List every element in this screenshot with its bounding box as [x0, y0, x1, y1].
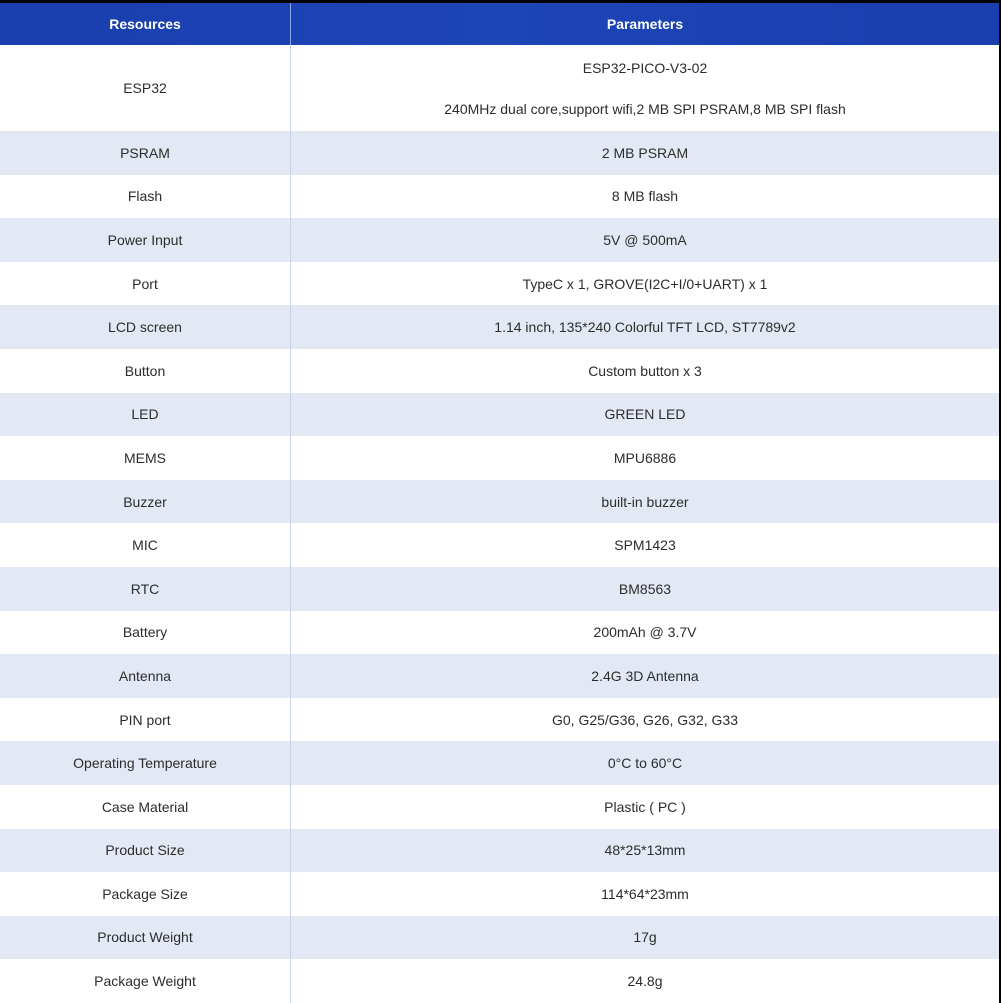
- table-row: [0, 959, 999, 1003]
- table-body: [0, 45, 999, 1003]
- resource-cell: Battery: [0, 611, 291, 655]
- resource-cell: Product Weight: [0, 916, 291, 960]
- parameter-cell: BM8563: [618, 580, 672, 597]
- table-row: [0, 436, 999, 480]
- header-resources: Resources: [0, 3, 291, 45]
- parameter-cell: TypeC x 1, GROVE(I2C+I/0+UART) x 1: [522, 275, 768, 292]
- table-row: [0, 131, 999, 175]
- resource-cell: Case Material: [0, 785, 291, 829]
- table-row: [0, 349, 999, 393]
- table-row: [0, 218, 999, 262]
- resource-cell: ESP32: [0, 45, 291, 131]
- table-row: [0, 480, 999, 524]
- table-row: [0, 393, 999, 437]
- table-header: [0, 3, 999, 45]
- table-row: [0, 785, 999, 829]
- resource-cell: Power Input: [0, 218, 291, 262]
- table-row: [0, 45, 999, 131]
- resource-cell: LCD screen: [0, 305, 291, 349]
- parameter-cell: 114*64*23mm: [601, 885, 689, 902]
- table-row: [0, 654, 999, 698]
- table-row: [0, 305, 999, 349]
- spec-table: [0, 3, 999, 997]
- parameter-cell: 17g: [633, 929, 657, 946]
- parameter-cell: MPU6886: [613, 449, 677, 466]
- parameter-cell: GREEN LED: [604, 406, 686, 423]
- parameter-cell: 200mAh @ 3.7V: [593, 624, 697, 641]
- table-row: [0, 741, 999, 785]
- resource-cell: PIN port: [0, 698, 291, 742]
- resource-cell: MIC: [0, 523, 291, 567]
- parameter-cell: 2 MB PSRAM: [601, 144, 689, 161]
- resource-cell: Package Weight: [0, 959, 291, 1003]
- resource-cell: Flash: [0, 175, 291, 219]
- parameter-cell: [291, 45, 999, 131]
- parameter-cell: Custom button x 3: [588, 362, 702, 379]
- parameter-cell: 8 MB flash: [611, 188, 679, 205]
- resource-cell: Operating Temperature: [0, 741, 291, 785]
- parameter-line: ESP32-PICO-V3-02: [582, 59, 708, 76]
- parameter-cell: 5V @ 500mA: [603, 231, 687, 248]
- table-row: [0, 523, 999, 567]
- parameter-cell: 48*25*13mm: [604, 842, 686, 859]
- table-row: [0, 916, 999, 960]
- table-row: [0, 829, 999, 873]
- parameter-line: 240MHz dual core,support wifi,2 MB SPI PSRAM,8 MB SPI flash: [444, 100, 846, 117]
- resource-cell: MEMS: [0, 436, 291, 480]
- table-row: [0, 262, 999, 306]
- resource-cell: Button: [0, 349, 291, 393]
- parameter-cell: built-in buzzer: [601, 493, 689, 510]
- table-row: [0, 611, 999, 655]
- parameter-cell: 1.14 inch, 135*240 Colorful TFT LCD, ST7789v2: [494, 319, 796, 336]
- resource-cell: Buzzer: [0, 480, 291, 524]
- resource-cell: Package Size: [0, 872, 291, 916]
- parameter-cell: 0°C to 60°C: [607, 755, 683, 772]
- parameter-cell: 24.8g: [627, 973, 663, 990]
- parameter-cell: G0, G25/G36, G26, G32, G33: [552, 711, 738, 728]
- table-row: [0, 567, 999, 611]
- parameter-cell: 2.4G 3D Antenna: [591, 667, 699, 684]
- table-row: [0, 872, 999, 916]
- resource-cell: Product Size: [0, 829, 291, 873]
- table-row: [0, 175, 999, 219]
- resource-cell: Port: [0, 262, 291, 306]
- parameter-cell: SPM1423: [614, 537, 676, 554]
- resource-cell: PSRAM: [0, 131, 291, 175]
- resource-cell: Antenna: [0, 654, 291, 698]
- table-row: [0, 698, 999, 742]
- header-parameters: Parameters: [606, 16, 684, 32]
- parameter-cell: Plastic ( PC ): [604, 798, 686, 815]
- resource-cell: RTC: [0, 567, 291, 611]
- resource-cell: LED: [0, 393, 291, 437]
